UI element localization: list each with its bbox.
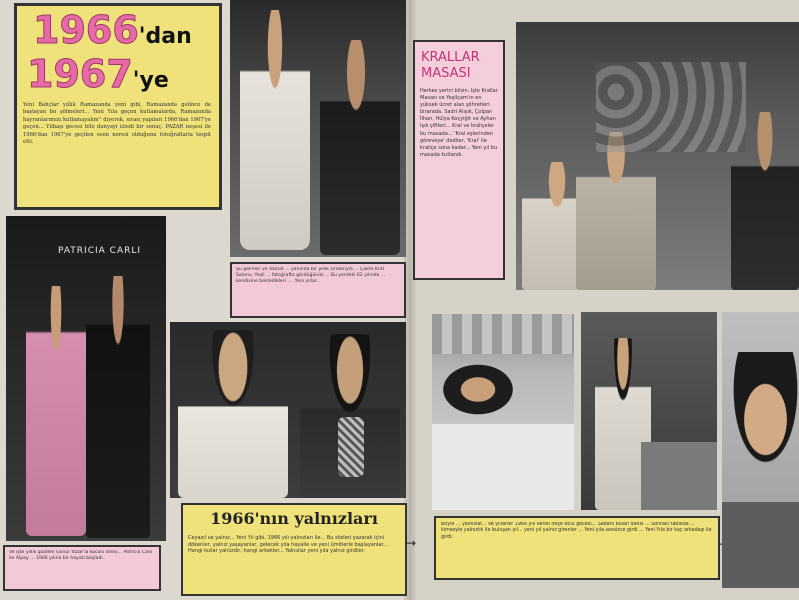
necklace — [338, 417, 364, 477]
yalnizlar-title: 1966'nın yalnızları — [210, 509, 378, 528]
title-suffix-2: 'ye — [132, 68, 169, 93]
intro-paragraph: Yeni Bahçlar yıllık Ramazanda yeni gibi, Ramazanda gelince de başlayan bu şölmeleri... Yeni Yıla geçen kutlamalarda, Ramazanda hayranlarımızı kutlamayalım'' diyerek, sırası yapıları 1966'dan 1967'ye geçen... Yılbaşı gecesi bile dunyayi izledi bir sonuç. PAZAR neşesi ile 1966'dan 1967'ye geçilen esen neresi olduğunu fotoğraflarla tespit etti. — [23, 102, 211, 146]
photo-smiling-woman — [722, 312, 799, 588]
photo-woman-sleeping — [432, 314, 574, 510]
man-tuxedo — [86, 276, 150, 538]
sleeping-woman — [442, 358, 532, 428]
table — [641, 442, 717, 510]
title-year-1967: 1967 — [27, 52, 133, 96]
arrow-right-icon: → — [406, 536, 417, 550]
patricia-sign: PATRICIA CARLI — [58, 246, 142, 256]
photo-two-women — [170, 322, 406, 498]
krallar-title-line2: MASASI — [421, 66, 471, 81]
title-line-2 — [27, 54, 169, 102]
shoulder — [722, 502, 799, 588]
title-line-1 — [33, 10, 192, 58]
woman-pink-gown — [26, 286, 86, 536]
couple-caption-text: Şu gelinler ve damat ... yanında bir yıllık sıralarıyla ... Çokte Kraf Salonu, Yeşil ... fotoğrafta gördüğünüz ... Bu yerdeki 62 yılında ... kendisine bekledikleri .... Yeni yıllar.. — [236, 267, 386, 284]
couple-caption-box — [230, 262, 406, 318]
right-caption-box — [434, 516, 720, 580]
woman-clapping — [576, 132, 656, 290]
photo-krallar-masasi-crowd — [516, 22, 799, 290]
krallar-title-line1: KRALLAR — [421, 50, 480, 65]
woman-figure — [240, 10, 310, 250]
bed-sheet — [432, 424, 574, 510]
krallar-title — [421, 50, 480, 82]
title-suffix-1: 'dan — [138, 24, 192, 49]
right-caption-text: Böyle ... yalnızlar... Ve yıllardır 1966 yılı kendi neşe dolu gecesi... Sabahı bulan dansı ... Sonraki tabloda ... kimseyle yalnızlık ile buluşan yıl... yeni yıl yalnız girenler ... Yeni yıla sessizce girdi ... Yeni Yıla bir kaç arkadaşı ile girdi. — [441, 522, 712, 540]
bed-headboard — [432, 314, 574, 354]
krallar-masasi-box — [413, 40, 505, 280]
smiling-face — [722, 352, 799, 502]
crowd-back — [596, 62, 746, 152]
yalnizlar-body: Ceyazıl ve yalnız... Yeni Yıl gibi, 1966 yılı yalnızları ile... Bu sözleri yazarak içini dökenler, yalnız yaşayanlar, gelecek yıla hayalle ve yeni ümitlerle başlayanlar... Hangi kızlar yalnızdır, hangi erkekler... Yalnızlar yeni yıla yalnız girdiler. — [188, 535, 388, 554]
patricia-caption-text: Ve işte yıllık gözden Gönül Yazar'la kocası sitesi... Patricia Carli ile Alpay ... 1966 yılına bir hayatı başladı. — [9, 550, 153, 561]
patricia-caption-box — [3, 545, 161, 591]
woman-white-dress — [178, 330, 288, 498]
photo-patricia-carli — [6, 216, 166, 541]
photo-woman-at-table — [581, 312, 717, 510]
title-year-1966: 1966 — [33, 8, 139, 52]
photo-couple-seated — [230, 0, 406, 257]
yalnizlar-box — [181, 503, 407, 596]
krallar-body: Herkes yerini bilsin. İşte Krallar Masası ve Yeşilçam'ın en yüksek ücret alan şöhretleri birarada. Sadri Alışık, Çolpan İlhan, Hülya Koçyiğit ve Ayhan Işık çiftleri... Kral ve kraliçeler bu masada... 'Kral eşlerinden göreveye' dediler, 'Kral' ile kraliçe sona kadar... Yeni yıl bu masada kutlandı. — [420, 88, 498, 158]
man-figure — [320, 40, 400, 255]
title-box — [14, 3, 222, 210]
